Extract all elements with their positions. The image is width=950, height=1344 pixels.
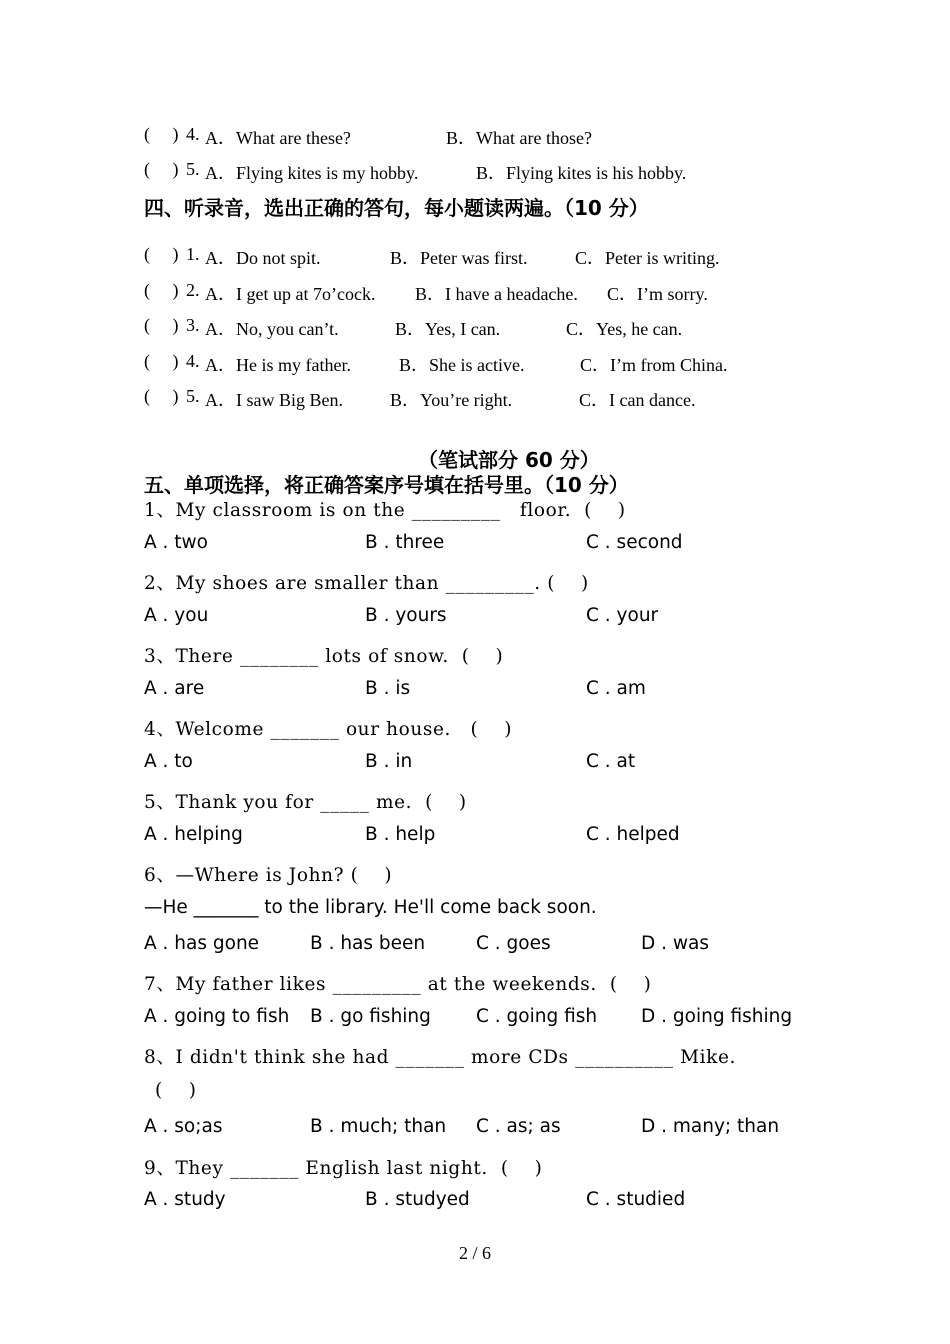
option-a: A . helping <box>144 824 243 845</box>
option-a: A . going to fish <box>144 1006 290 1027</box>
option-a: A．He is my father. <box>205 355 351 375</box>
answer-paren: ( ) <box>144 280 179 300</box>
option-b: B . three <box>365 532 445 553</box>
option-c: C . as; as <box>476 1116 561 1137</box>
option-a: A . has gone <box>144 933 260 954</box>
option-c: C．Peter is writing. <box>575 248 720 268</box>
section5-heading: 五、单项选择，将正确答案序号填在括号里。（10 分） <box>144 473 629 497</box>
item-number: 3. <box>186 315 200 335</box>
option-c: C . am <box>586 678 646 699</box>
item-number: 2. <box>186 280 200 300</box>
option-c: C . helped <box>586 824 680 845</box>
option-d: D . many; than <box>641 1116 780 1137</box>
option-b: B．You’re right. <box>390 390 513 410</box>
option-c: C . going fish <box>476 1006 598 1027</box>
answer-paren: ( ) <box>144 124 179 144</box>
option-b: B．She is active. <box>399 355 525 375</box>
question-3: 3、There ________ lots of snow. ( ) <box>144 646 504 667</box>
question-2: 2、My shoes are smaller than _________. ( ) <box>144 573 589 594</box>
answer-paren: ( ) <box>144 159 179 179</box>
answer-paren: ( ) <box>144 244 179 264</box>
option-d: D . going fishing <box>641 1006 793 1027</box>
option-a: A . study <box>144 1189 226 1210</box>
option-a: A．I saw Big Ben. <box>205 390 343 410</box>
option-b: B . studyed <box>365 1189 470 1210</box>
answer-paren: ( ) <box>144 351 179 371</box>
option-c: C．I can dance. <box>579 390 696 410</box>
option-a: A．No, you can’t. <box>205 319 339 339</box>
question-6: 6、—Where is John? ( ) <box>144 865 393 886</box>
option-b: B . go fishing <box>310 1006 431 1027</box>
item-number: 1. <box>186 244 200 264</box>
question-4: 4、Welcome _______ our house. ( ) <box>144 719 513 740</box>
question-5: 5、Thank you for _____ me. ( ) <box>144 792 467 813</box>
option-a: A . so;as <box>144 1116 223 1137</box>
section4-heading: 四、听录音，选出正确的答句，每小题读两遍。（10 分） <box>144 196 649 220</box>
answer-paren: ( ) <box>155 1080 197 1101</box>
option-c: C . goes <box>476 933 551 954</box>
item-number: 5. <box>186 386 200 406</box>
option-b: B . yours <box>365 605 447 626</box>
option-c: C . your <box>586 605 659 626</box>
option-b: B．Yes, I can. <box>395 319 501 339</box>
option-b: B . much; than <box>310 1116 447 1137</box>
option-c: C．I’m from China. <box>580 355 728 375</box>
option-c: C . at <box>586 751 636 772</box>
answer-paren: ( ) <box>144 315 179 335</box>
item-number: 4. <box>186 351 200 371</box>
option-a: A．Flying kites is my hobby. <box>205 163 419 183</box>
answer-paren: ( ) <box>144 386 179 406</box>
option-c: C . studied <box>586 1189 686 1210</box>
question-9: 9、They _______ English last night. ( ) <box>144 1158 543 1179</box>
option-a: A . to <box>144 751 193 772</box>
page-number: 2 / 6 <box>458 1243 491 1263</box>
option-a: A．I get up at 7o’cock. <box>205 284 376 304</box>
option-d: D . was <box>641 933 709 954</box>
option-b: B . help <box>365 824 436 845</box>
option-a: A．Do not spit. <box>205 248 321 268</box>
item-number: 4. <box>186 124 200 144</box>
option-b: B．What are those? <box>446 128 592 148</box>
option-c: C．I’m sorry. <box>607 284 708 304</box>
option-c: C . second <box>586 532 683 553</box>
option-b: B．I have a headache. <box>415 284 578 304</box>
item-number: 5. <box>186 159 200 179</box>
option-a: A . two <box>144 532 209 553</box>
question-6-sentence: —He _______ to the library. He'll come back soon. <box>144 897 597 918</box>
option-a: A．What are these? <box>205 128 351 148</box>
option-b: B . in <box>365 751 413 772</box>
question-1: 1、My classroom is on the _________ floor. ( ) <box>144 500 626 521</box>
option-b: B．Flying kites is his hobby. <box>476 163 687 183</box>
option-a: A . you <box>144 605 209 626</box>
option-b: B．Peter was first. <box>390 248 528 268</box>
option-a: A . are <box>144 678 205 699</box>
question-8: 8、I didn't think she had _______ more CDs __________ Mike. <box>144 1047 736 1068</box>
question-7: 7、My father likes _________ at the weekends. ( ) <box>144 974 652 995</box>
option-c: C．Yes, he can. <box>566 319 683 339</box>
option-b: B . has been <box>310 933 426 954</box>
written-part-title: （笔试部分 60 分） <box>418 448 600 472</box>
option-b: B . is <box>365 678 411 699</box>
